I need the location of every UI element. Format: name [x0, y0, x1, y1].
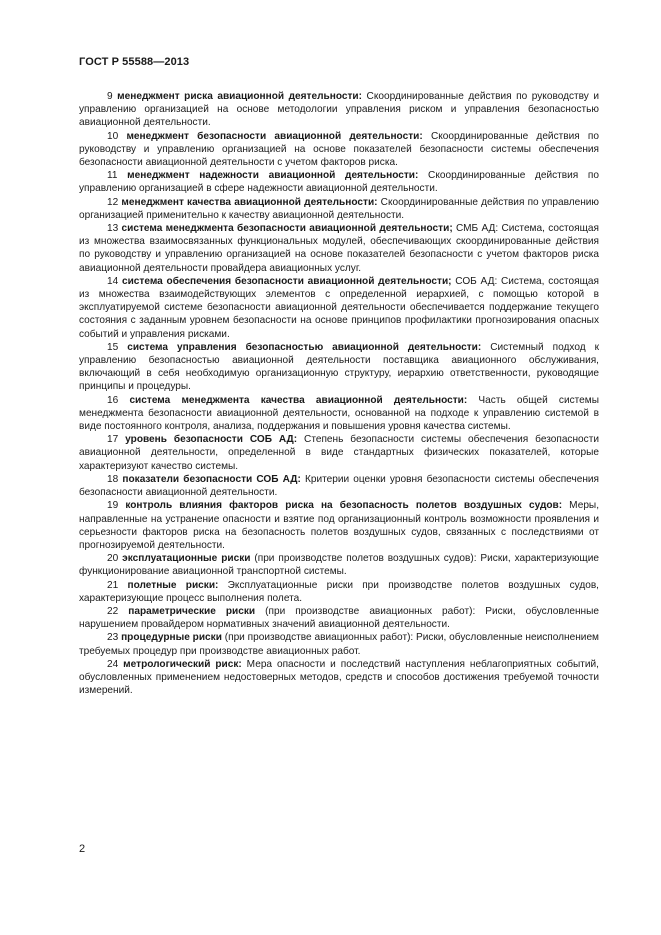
entry-number: 11: [107, 170, 118, 182]
entry-definition: Часть общей системы менеджмента безопасности авиационной деятельности, основанной на подходе к управлению системой в виде постоянного контроля, анализа, поддержания и повышения уровня качества системы.: [79, 394, 599, 433]
entry-term: показатели безопасности СОБ АД:: [122, 473, 301, 485]
entry-definition: Критерии оценки уровня безопасности системы обеспечения безопасности авиационной деятельности.: [79, 473, 599, 499]
term-entry-11: [79, 169, 599, 195]
document-header: ГОСТ Р 55588—2013: [79, 56, 190, 68]
entry-definition: (при производстве авиационных работ): Риски, обусловленные неисполнением требуемых процедур при производстве авиационных работ.: [79, 632, 599, 657]
term-entry-15: [79, 341, 599, 394]
entry-definition: СМБ АД: Система, состоящая из множества взаимосвязанных функциональных модулей, обеспечивающих скоординированные действия по руководству и управлению организацией на основе показателей безопасности с учетом факторов риска авиационной деятельности провайдера авиационных услуг.: [79, 223, 599, 274]
entry-definition: Скоординированные действия по управлению организацией в сфере надежности авиационной деятельности.: [79, 170, 600, 195]
term-entry-14: [79, 275, 599, 341]
entry-term: менеджмент риска авиационной деятельности:: [117, 91, 362, 102]
entry-number: 18: [107, 473, 119, 485]
entry-number: 19: [107, 500, 119, 512]
term-entry-20: [79, 552, 599, 578]
page-number: 2: [79, 843, 86, 855]
entry-definition: Степень безопасности системы обеспечения безопасности авиационной деятельности, определенной в виде стандартных физических показателей, которые характеризуют качество системы.: [79, 434, 599, 472]
entry-number: 16: [107, 394, 119, 406]
term-entry-16: [79, 394, 599, 434]
entry-definition: Скоординированные действия по управлению организацией применительно к качеству авиационной деятельности.: [79, 196, 599, 221]
entry-definition: Скоординированные действия по руководству и управлению организацией на основе методологии управления риском и управления безопасностью авиационной деятельности.: [79, 91, 599, 129]
entry-term: система менеджмента безопасности авиационной деятельности;: [121, 223, 453, 235]
term-entry-13: [79, 222, 599, 275]
entry-term: эксплуатационные риски: [122, 553, 251, 565]
entry-number: 13: [107, 223, 119, 235]
entry-number: 21: [107, 579, 119, 591]
term-entry-18: [79, 473, 599, 499]
entry-number: 24: [107, 658, 119, 670]
term-entry-12: [79, 196, 599, 222]
entry-term: менеджмент безопасности авиационной деятельности:: [126, 130, 423, 142]
entry-definition: Меры, направленные на устранение опасности и взятие под организационный контроль возможности проявления и серьезности факторов риска на безопасность полетов воздушных судов, связанных с последствиями от прогнозируемой деятельности.: [79, 500, 599, 551]
entry-term: система менеджмента качества авиационной деятельности:: [129, 394, 468, 406]
term-entry-22: [79, 605, 599, 631]
entry-term: уровень безопасности СОБ АД:: [125, 434, 298, 446]
entry-term: параметрические риски: [128, 605, 256, 617]
entry-term: система обеспечения безопасности авиационной деятельности;: [121, 275, 452, 287]
entry-term: процедурные риски: [121, 632, 222, 644]
entry-term: менеджмент качества авиационной деятельности:: [121, 196, 378, 208]
term-entry-17: [79, 433, 599, 473]
term-entry-10: [79, 130, 599, 170]
entry-number: 9: [107, 91, 113, 102]
entry-number: 20: [107, 553, 119, 565]
entry-definition: (при производстве полетов воздушных судов): Риски, характеризующие функционирование авиационной транспортной системы.: [79, 553, 599, 578]
entry-term: полетные риски:: [127, 579, 219, 591]
term-entry-19: [79, 499, 599, 552]
entry-definition: Скоординированные действия по руководству и управлению организацией на основе показателей безопасности системы обеспечения безопасности авиационной деятельности с учетом факторов риска.: [79, 130, 600, 169]
entry-number: 22: [107, 605, 119, 617]
term-entry-24: [79, 658, 599, 698]
entry-definition: Эксплуатационные риски при производстве полетов воздушных судов, характеризующие процесс выполнения полета.: [79, 579, 599, 604]
entry-definition: (при производстве авиационных работ): Риски, обусловленные нарушением провайдером нормативных значений авиационной деятельности.: [79, 605, 599, 631]
terms-list: [79, 90, 599, 697]
entry-term: менеджмент надежности авиационной деятельности:: [127, 170, 419, 182]
entry-definition: Системный подход к управлению безопасностью авиационной деятельности поставщика авиационного обслуживания, включающий в себя необходимую организационную структуру, иерархию ответственности, руководящие принципы и процедуры.: [79, 341, 599, 393]
entry-number: 23: [107, 632, 119, 644]
term-entry-23: [79, 631, 599, 657]
term-entry-21: [79, 579, 599, 605]
entry-number: 15: [107, 341, 119, 353]
entry-definition: СОБ АД: Система, состоящая из множества взаимодействующих элементов с определенной иерархией, с помощью которой в эксплуатируемой системе безопасности авиационной деятельности обеспечивается поддержание текущего состояния с заданным уровнем безопасности на основе принципов профилактики прогнозирования опасных событий и управления рисками.: [79, 275, 600, 340]
entry-number: 10: [107, 130, 119, 142]
entry-definition: Мера опасности и последствий наступления неблагоприятных событий, обусловленных применением недостоверных методов, средств и способов достижения требуемой точности измерений.: [79, 658, 599, 697]
entry-term: система управления безопасностью авиационной деятельности:: [127, 341, 482, 353]
entry-number: 17: [107, 434, 119, 446]
entry-number: 14: [107, 275, 119, 287]
term-entry-9: [79, 90, 599, 130]
entry-number: 12: [107, 196, 119, 208]
entry-term: контроль влияния факторов риска на безопасность полетов воздушных судов:: [125, 500, 563, 512]
entry-term: метрологический риск:: [123, 658, 242, 670]
